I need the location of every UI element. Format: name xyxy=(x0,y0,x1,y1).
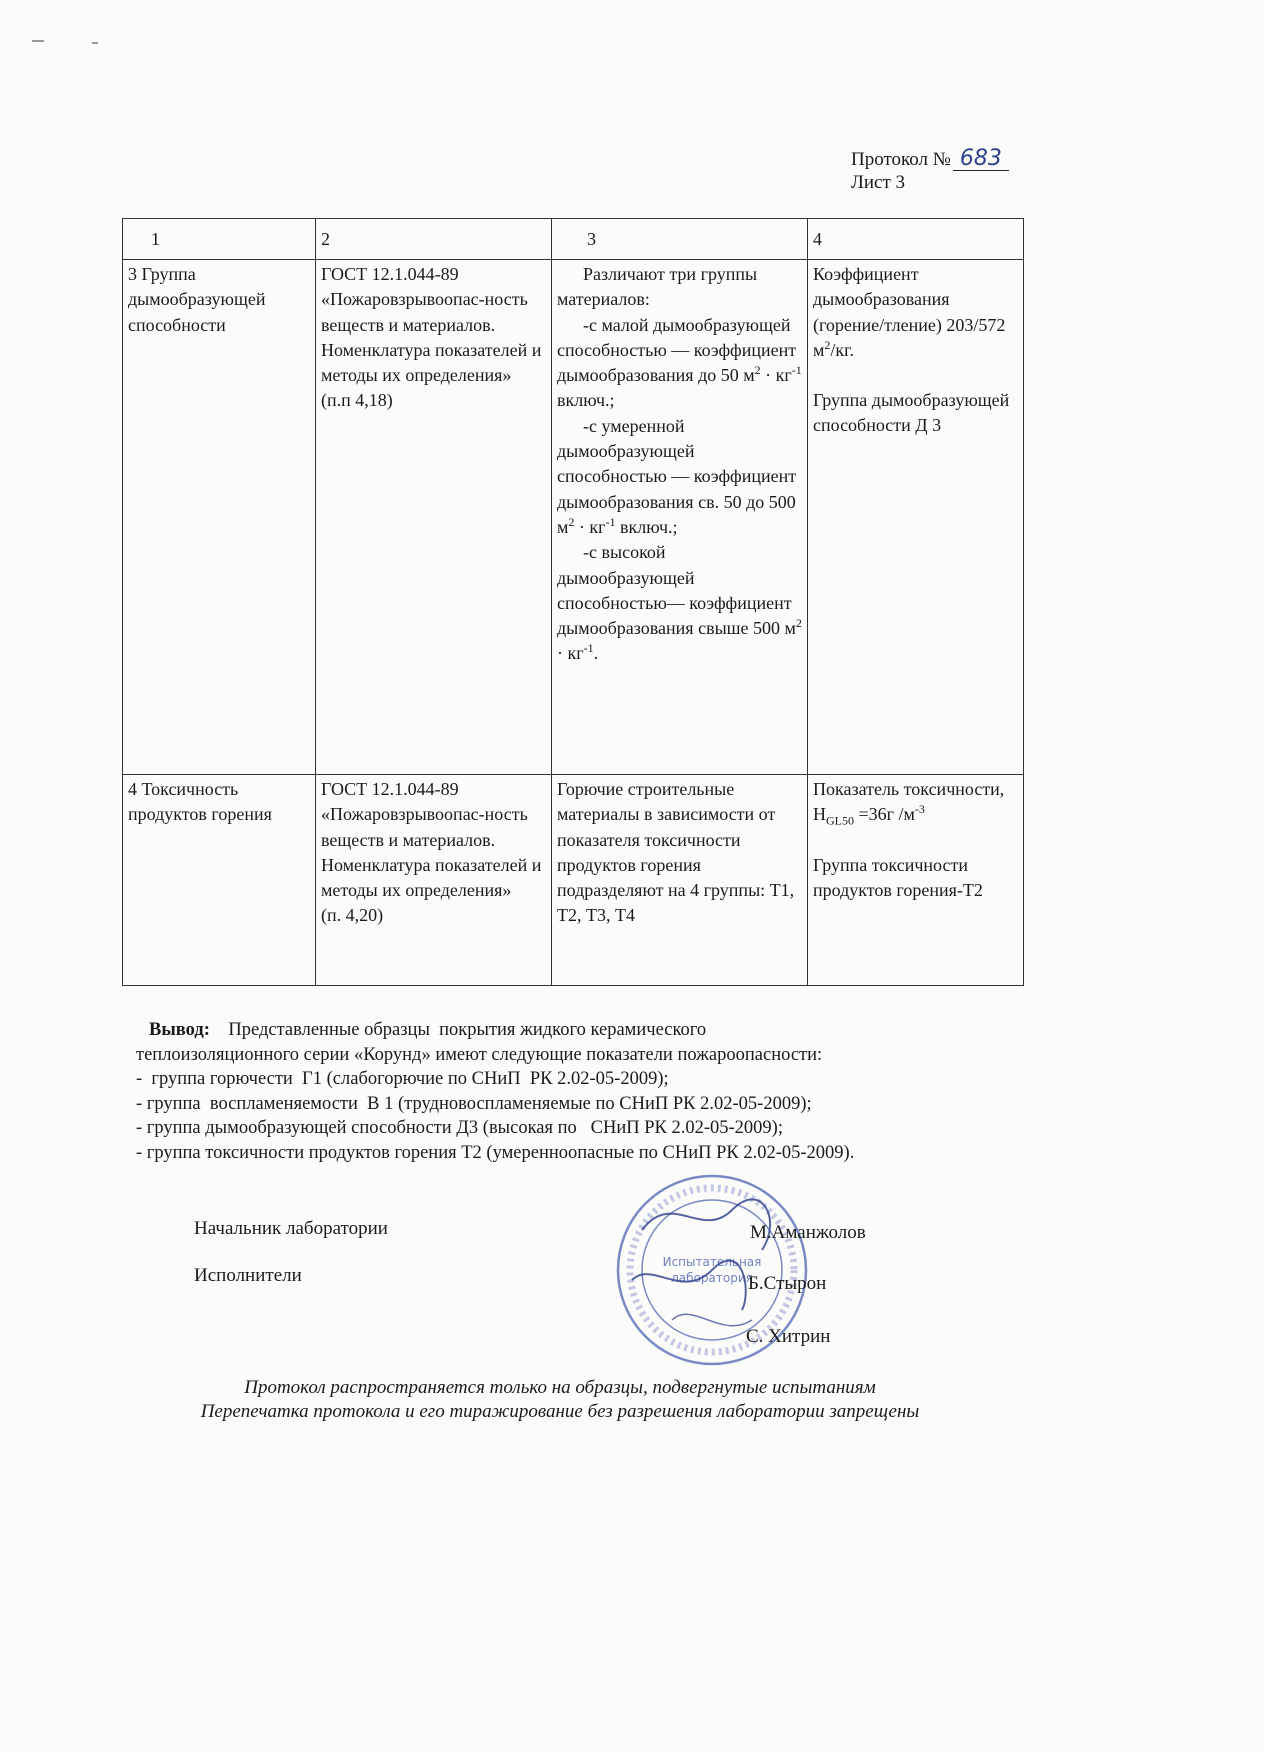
table-header-row xyxy=(123,219,1024,260)
requirements-cell: Горючие строительные материалы в зависимости от показателя токсичности продуктов горения подразделяют на 4 группы: Т1, Т2, Т3, Т4 xyxy=(552,775,808,986)
head-name: М.Аманжолов xyxy=(750,1222,866,1243)
executors-title: Исполнители xyxy=(194,1265,302,1286)
footer-disclaimer xyxy=(0,1376,1120,1424)
smoke-group: Группа дымообразующей способности Д 3 xyxy=(813,390,1010,436)
conclusion-item: - группа токсичности продуктов горения Т2 (умеренноопасные по СНиП РК 2.02-05-2009). xyxy=(136,1142,855,1163)
requirements-moderate: -с умеренной дымообразующей способностью — коэффициент дымообразования св. 50 до 500 $м^2 \cdot кг^{-1}$ включ.; xyxy=(557,415,797,537)
table-row xyxy=(123,775,1024,986)
executor-name: Б.Стырон xyxy=(748,1273,827,1294)
head-title: Начальник лаборатории xyxy=(194,1218,388,1239)
standard-cell: ГОСТ 12.1.044-89 «Пожаровзрывоопас-ность веществ и материалов. Номенклатура показателей и методы их определения» (п.п 4,18) xyxy=(321,264,542,411)
executor-name: С. Хитрин xyxy=(746,1326,831,1347)
result-cell xyxy=(808,775,1024,986)
toxicity-value: $Н_{GL50} =36г$ $/м^{-3}$ xyxy=(813,802,925,828)
scan-speck xyxy=(92,42,98,44)
conclusion-item: - группа воспламеняемости В 1 (трудновоспламеняемые по СНиП РК 2.02-05-2009); xyxy=(136,1093,812,1114)
conclusion-intro: Представленные образцы покрытия жидкого керамического xyxy=(228,1020,707,1040)
scan-speck xyxy=(32,40,44,42)
column-number: 4 xyxy=(808,219,1024,260)
results-table xyxy=(122,218,1024,986)
conclusion-item: - группа дымообразующей способности Д3 (высокая по СНиП РК 2.02-05-2009); xyxy=(136,1118,783,1139)
toxicity-label: Показатель токсичности, xyxy=(813,779,1005,799)
column-number: 1 xyxy=(123,219,316,260)
requirements-low: -с малой дымообразующей способностью — коэффициент дымообразования до 50 $м^2 \cdot кг^{-1}$ включ.; xyxy=(557,314,802,411)
disclaimer-line: Протокол распространяется только на образцы, подвергнутые испытаниям xyxy=(244,1377,876,1398)
conclusion xyxy=(136,1018,854,1166)
standard-cell: ГОСТ 12.1.044-89 «Пожаровзрывоопас-ность веществ и материалов. Номенклатура показателей и методы их определения» (п. 4,20) xyxy=(321,779,542,926)
protocol-header xyxy=(851,148,1009,194)
indicator-cell: 3 Группа дымообразующей способности xyxy=(123,260,316,775)
protocol-number: 683 xyxy=(953,148,1009,171)
svg-text:лаборатория: лаборатория xyxy=(671,1271,753,1285)
requirements-intro: Различают три группы материалов: xyxy=(557,264,758,310)
result-cell xyxy=(808,260,1024,775)
protocol-label: Протокол № xyxy=(851,149,951,170)
requirements-cell xyxy=(552,260,808,775)
column-number: 3 xyxy=(552,219,808,260)
sheet-number: Лист 3 xyxy=(851,172,906,193)
conclusion-item: - группа горючести Г1 (слабогорючие по СНиП РК 2.02-05-2009); xyxy=(136,1069,669,1090)
disclaimer-line: Перепечатка протокола и его тиражирование без разрешения лаборатории запрещены xyxy=(200,1401,920,1422)
toxicity-group: Группа токсичности продуктов горения-Т2 xyxy=(813,854,983,900)
column-number: 2 xyxy=(316,219,552,260)
conclusion-label: Вывод: xyxy=(149,1020,210,1040)
indicator-cell: 4 Токсичность продуктов горения xyxy=(123,775,316,986)
table-row xyxy=(123,260,1024,775)
conclusion-intro-cont: теплоизоляционного серии «Корунд» имеют следующие показатели пожароопасности: xyxy=(136,1044,823,1065)
smoke-coefficient: Коэффициент дымообразования (горение/тление) 203/572 $м^2/кг$. xyxy=(813,264,1006,360)
svg-text:Испытательная: Испытательная xyxy=(662,1255,762,1269)
requirements-high: -с высокой дымообразующей способностью— коэффициент дымообразования свыше 500 $м^2 \cdot кг^{-1}$. xyxy=(557,542,802,664)
